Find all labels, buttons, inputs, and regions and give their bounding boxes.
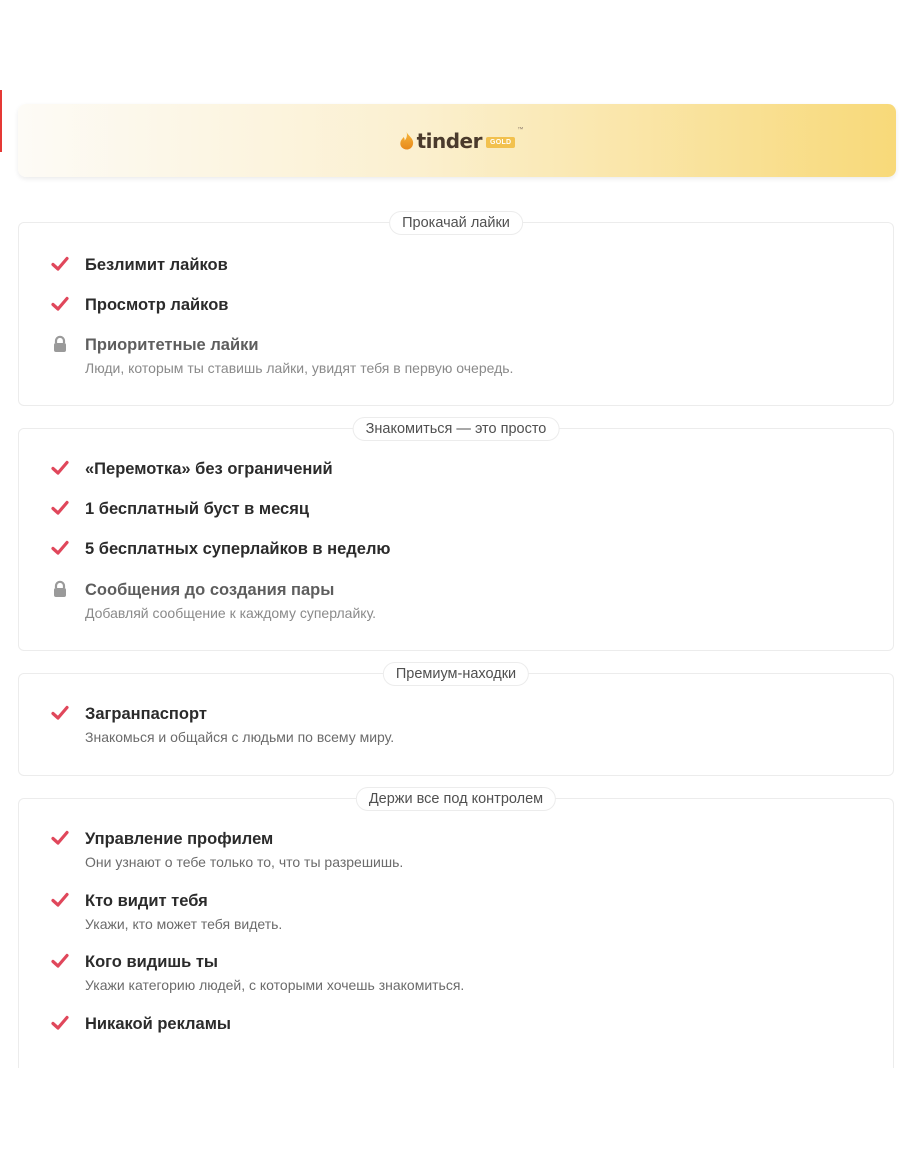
- feature-description: Укажи, кто может тебя видеть.: [85, 916, 283, 932]
- flame-icon: [399, 131, 415, 150]
- feature-item-locked: [51, 580, 376, 622]
- check-icon: [51, 255, 69, 273]
- tinder-gold-logo: [399, 126, 524, 153]
- feature-title: Кто видит тебя: [85, 892, 208, 910]
- feature-description: Добавляй сообщение к каждому суперлайку.: [85, 605, 377, 621]
- feature-title: Безлимит лайков: [85, 256, 228, 274]
- logo-wordmark: tinder: [416, 128, 482, 153]
- feature-description: Знакомься и общайся с людьми по всему миру.: [85, 729, 395, 745]
- feature-item: [51, 891, 282, 933]
- section-title: Прокачай лайки: [389, 211, 523, 235]
- feature-item: [51, 1014, 231, 1034]
- feature-title: 1 бесплатный буст в месяц: [85, 500, 309, 518]
- section-control: [18, 791, 894, 1068]
- feature-item: [51, 704, 394, 746]
- feature-description: Люди, которым ты ставишь лайки, увидят тебя в первую очередь.: [85, 360, 514, 376]
- feature-title: Приоритетные лайки: [85, 336, 259, 354]
- check-icon: [51, 829, 69, 847]
- feature-title: Просмотр лайков: [85, 296, 229, 314]
- check-icon: [51, 952, 69, 970]
- feature-item: [51, 295, 228, 315]
- feature-item: [51, 499, 309, 519]
- gold-badge: GOLD: [486, 137, 515, 148]
- tinder-gold-banner: [18, 104, 896, 177]
- section-dating: [18, 421, 894, 651]
- feature-title: Сообщения до создания пары: [85, 581, 335, 599]
- feature-title: «Перемотка» без ограничений: [85, 460, 333, 478]
- check-icon: [51, 704, 69, 722]
- section-title: Знакомиться — это просто: [353, 417, 560, 441]
- feature-item: [51, 952, 464, 994]
- feature-title: 5 бесплатных суперлайков в неделю: [85, 540, 391, 558]
- feature-title: Управление профилем: [85, 830, 274, 848]
- section-premium-discovery: [18, 666, 894, 776]
- left-edge-accent: [0, 90, 2, 152]
- section-likes: [18, 215, 894, 406]
- feature-item: [51, 459, 333, 479]
- feature-item: [51, 539, 391, 559]
- section-title: Держи все под контролем: [356, 787, 556, 811]
- feature-title: Загранпаспорт: [85, 705, 207, 723]
- feature-item-locked: [51, 335, 513, 377]
- trademark-mark: ™: [517, 126, 524, 133]
- lock-icon: [51, 580, 69, 598]
- check-icon: [51, 295, 69, 313]
- feature-item: [51, 829, 403, 871]
- feature-title: Никакой рекламы: [85, 1015, 232, 1033]
- check-icon: [51, 459, 69, 477]
- check-icon: [51, 891, 69, 909]
- check-icon: [51, 1014, 69, 1032]
- feature-description: Укажи категорию людей, с которыми хочешь знакомиться.: [85, 977, 465, 993]
- check-icon: [51, 539, 69, 557]
- lock-icon: [51, 335, 69, 353]
- check-icon: [51, 499, 69, 517]
- feature-title: Кого видишь ты: [85, 953, 219, 971]
- feature-description: Они узнают о тебе только то, что ты разрешишь.: [85, 854, 404, 870]
- feature-item: [51, 255, 228, 275]
- section-title: Премиум-находки: [383, 662, 529, 686]
